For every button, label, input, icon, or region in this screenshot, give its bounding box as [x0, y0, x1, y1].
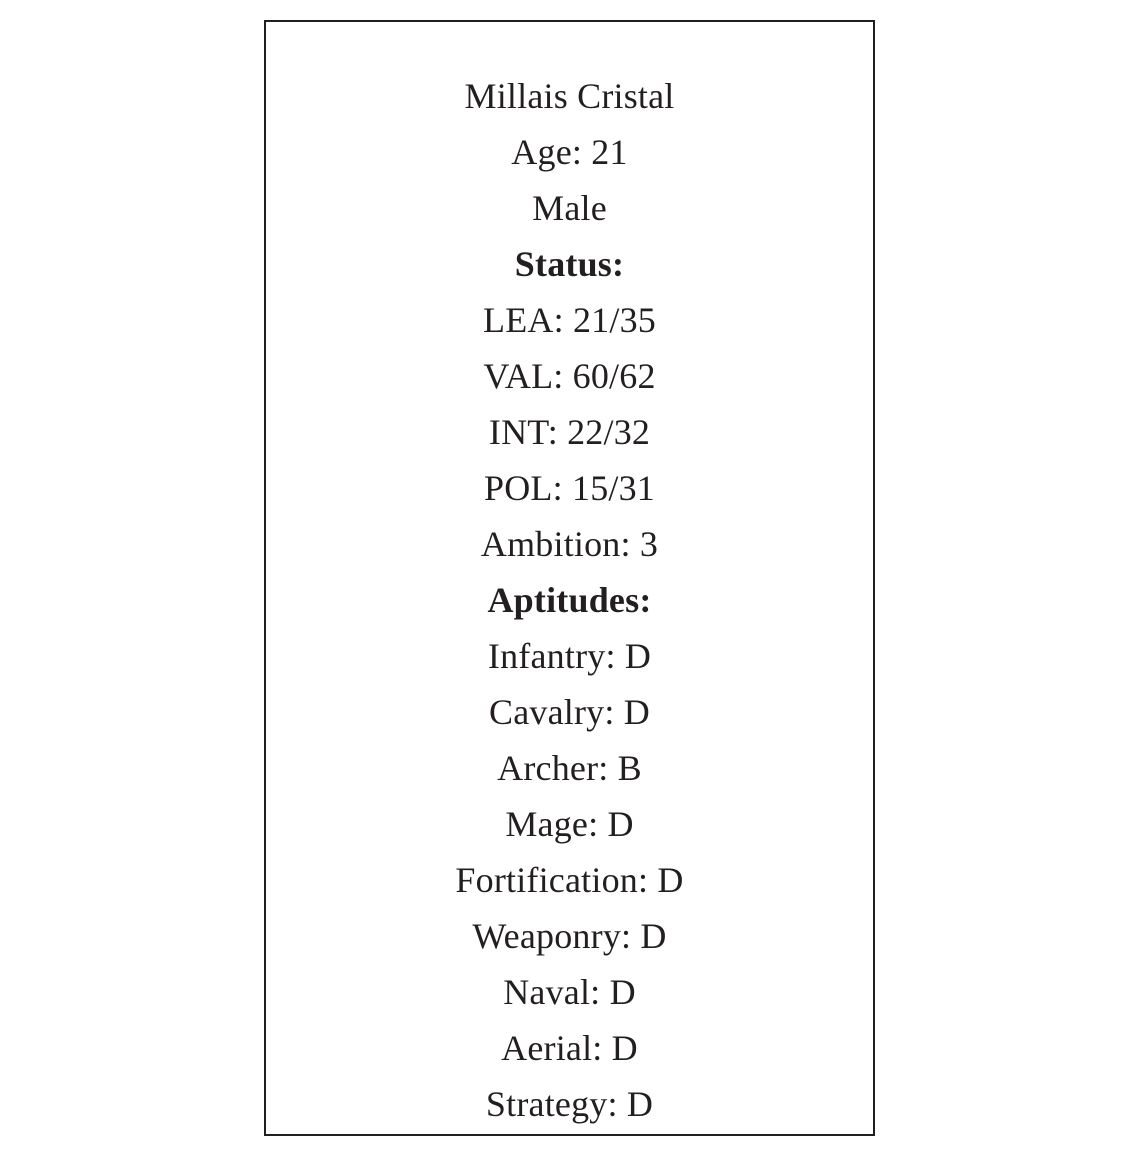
aptitude-mage: Mage: D — [505, 804, 634, 844]
stat-int: INT: 22/32 — [488, 412, 651, 452]
stat-pol: POL: 15/31 — [483, 468, 655, 508]
character-gender: Male — [532, 188, 607, 228]
character-age: Age: 21 — [511, 132, 628, 172]
aptitude-cavalry: Cavalry: D — [489, 692, 650, 732]
aptitude-infantry: Infantry: D — [487, 636, 652, 676]
aptitude-fortification: Fortification: D — [455, 860, 684, 900]
aptitude-weaponry: Weaponry: D — [472, 916, 667, 956]
aptitudes-heading: Aptitudes: — [487, 580, 652, 620]
aptitude-aerial: Aerial: D — [501, 1028, 638, 1068]
aptitude-archer: Archer: B — [497, 748, 642, 788]
stat-val: VAL: 60/62 — [483, 356, 656, 396]
character-sheet — [266, 68, 873, 1132]
character-name: Millais Cristal — [464, 76, 675, 116]
aptitude-naval: Naval: D — [503, 972, 636, 1012]
character-card — [264, 20, 875, 1136]
stat-ambition: Ambition: 3 — [480, 524, 659, 564]
status-heading: Status: — [514, 244, 625, 284]
aptitude-strategy: Strategy: D — [485, 1084, 654, 1124]
stat-lea: LEA: 21/35 — [483, 300, 656, 340]
